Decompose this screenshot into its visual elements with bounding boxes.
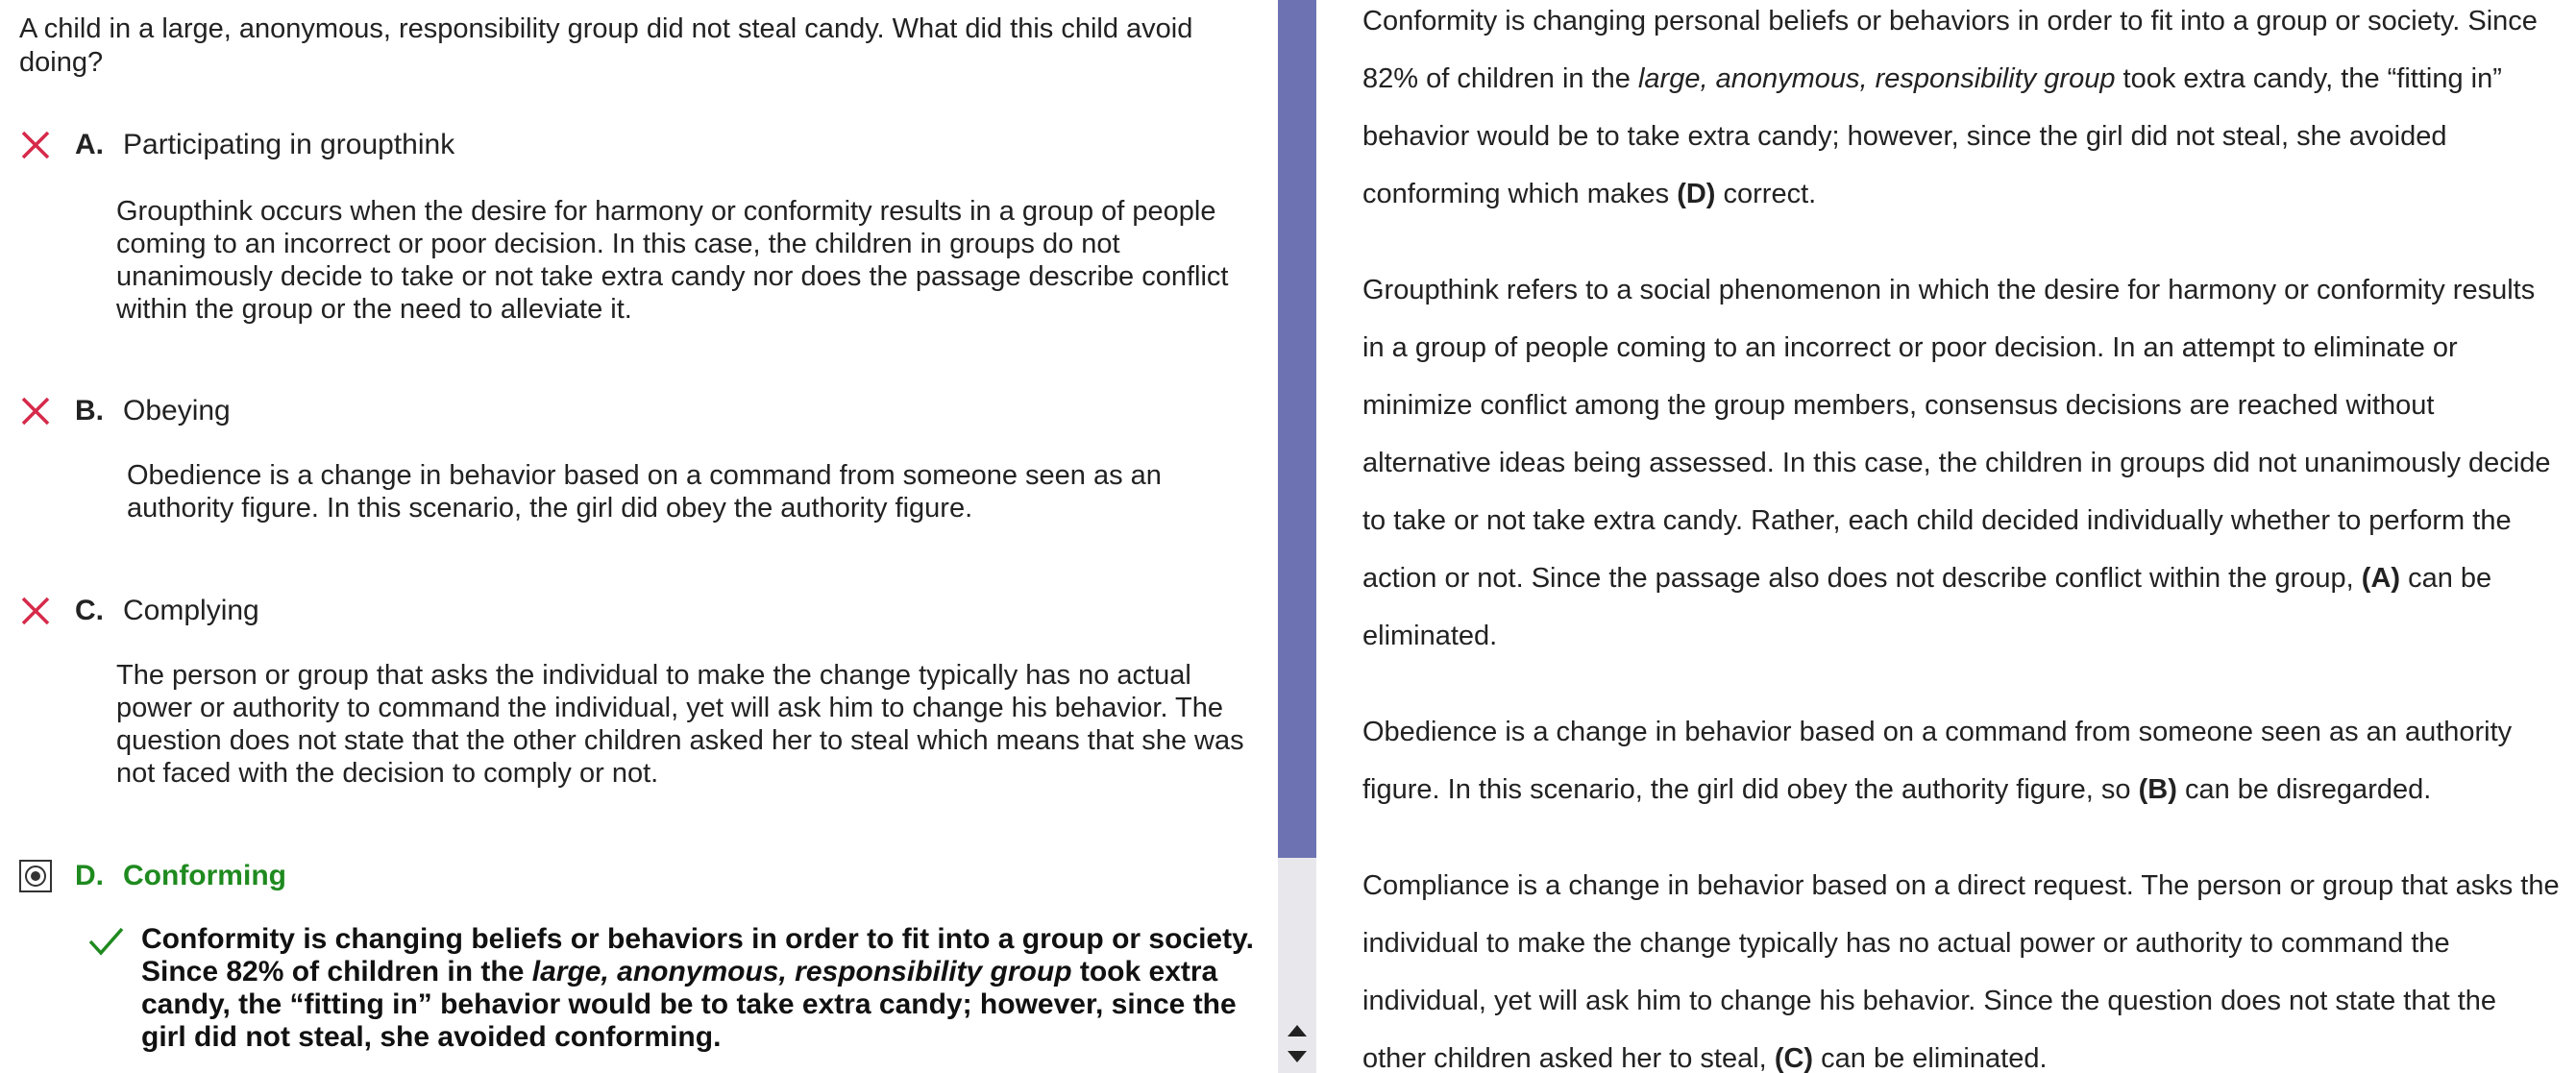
option-label: Complying [123, 595, 259, 626]
option-letter: A. [75, 129, 104, 160]
option-letter: C. [75, 595, 104, 626]
explanation-panel [1362, 0, 2564, 1073]
option-explanation: Groupthink occurs when the desire for harmony or conformity results in a group of people coming to an incorrect or poor decision. In this case, the children in groups do not unanimously decide to take or not take extra candy nor does the passage describe conflict within the group or the need to alleviate it. [116, 196, 1229, 325]
option-label: Obeying [123, 395, 231, 427]
x-mark-icon [19, 595, 52, 627]
option-b[interactable] [19, 390, 231, 432]
triangle-down-icon[interactable] [1284, 1047, 1311, 1066]
scrollbar[interactable] [1278, 0, 1316, 1073]
explanation-paragraph-compliance: Compliance is a change in behavior based on a direct request. The person or group that asks the individual to make the change typically has no actual power or authority to command the individual, yet will ask him to change his behavior. Since the question does not state that the other children asked her to steal, (C) can be eliminated. [1362, 870, 2560, 1073]
option-c[interactable] [19, 590, 259, 632]
x-mark-icon [19, 129, 52, 161]
correct-explanation: Conformity is changing beliefs or behaviors in order to fit into a group or society. Since 82% of children in the large, anonymous, responsibility group took extra candy, the “fitting in” behavior would be to take extra candy; however, since the girl did not steal, she avoided conforming. [141, 923, 1254, 1053]
explanation-paragraph-conformity: Conformity is changing personal beliefs or behaviors in order to fit into a group or society. Since 82% of children in the large, anonymous, responsibility group took extra candy, the “fitting in” behavior would be to take extra candy; however, since the girl did not steal, she avoided conforming which makes (D) correct. [1362, 6, 2538, 209]
x-mark-icon [19, 395, 52, 427]
scrollbar-thumb[interactable] [1278, 0, 1316, 858]
option-explanation: The person or group that asks the individual to make the change typically has no actual power or authority to command the individual, yet will ask him to change his behavior. The question does not state that the other children asked her to steal which means that she was not faced with the decision to comply or not. [116, 660, 1244, 789]
option-label: Conforming [123, 860, 286, 891]
option-d[interactable] [19, 855, 286, 897]
option-letter: B. [75, 395, 104, 427]
option-label: Participating in groupthink [123, 129, 455, 160]
radio-selected-icon[interactable] [19, 860, 52, 892]
question-panel [0, 0, 1278, 1073]
explanation-paragraph-obedience: Obedience is a change in behavior based on a command from someone seen as an authority figure. In this scenario, the girl did obey the authority figure, so (B) can be disregarded. [1362, 717, 2513, 805]
question-text: A child in a large, anonymous, responsibility group did not steal candy. What did this child avoid doing? [19, 13, 1193, 78]
option-explanation: Obedience is a change in behavior based on a command from someone seen as an authority figure. In this scenario, the girl did obey the authority figure. [127, 460, 1162, 524]
triangle-up-icon[interactable] [1284, 1021, 1311, 1040]
option-a[interactable] [19, 124, 454, 166]
option-letter: D. [75, 860, 104, 891]
checkmark-icon [86, 924, 125, 959]
explanation-paragraph-groupthink: Groupthink refers to a social phenomenon in which the desire for harmony or conformity results in a group of people coming to an incorrect or poor decision. In an attempt to eliminate or minimize conflict among the group members, consensus decisions are reached without alternative ideas being assessed. In this case, the children in groups did not unanimously decide to take or not take extra candy. Rather, each child decided individually whether to perform the action or not. Since the passage also does not describe conflict within the group, (A) can be eliminated. [1362, 275, 2551, 651]
